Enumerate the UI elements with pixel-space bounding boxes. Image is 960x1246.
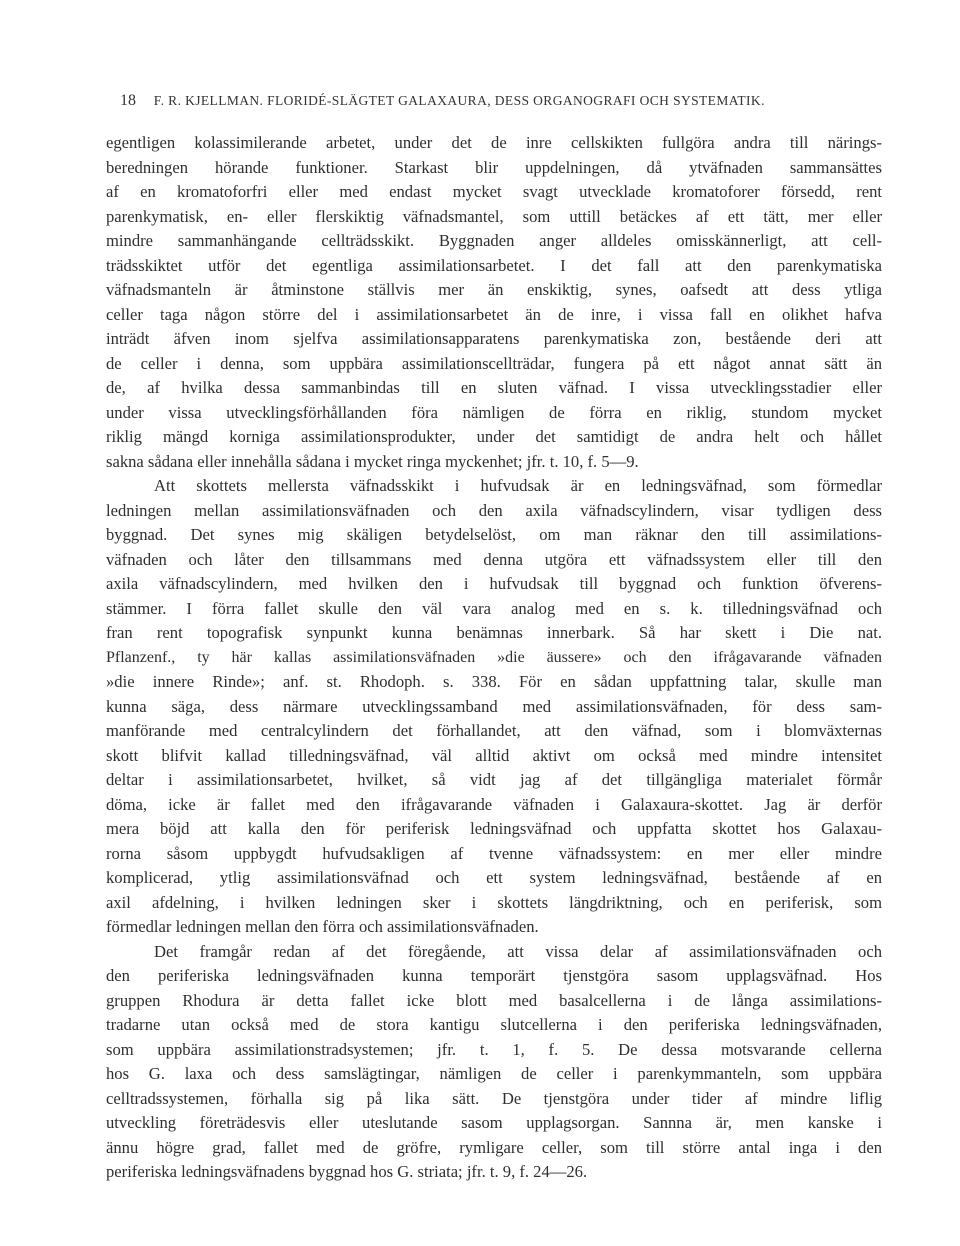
text-line: manförande med centralcylindern det förhallandet, att den väfnad, som i blomväxternas [106,721,882,740]
text-line: skott blifvit kallad tilledningsväfnad, väl alltid aktivt om också med mindre intensitet [106,745,882,765]
text-line: axila väfnadscylindern, med hvilken den i hufvudsak till byggnad och funktion öfverens- [106,574,882,593]
text-line: döma, icke är fallet med den ifrågavarande väfnaden i Galaxaura-skottet. Jag är derför [106,794,882,814]
text-line: ledningen mellan assimilationsväfnaden och den axila väfnadscylindern, visar tydligen dess [106,500,882,520]
running-head [120,92,860,110]
text-line: tradarne utan också med de stora kantigu slutcellerna i den periferiska ledningsväfnaden, [106,1015,882,1034]
text-line: de, af hvilka dessa sammanbindas till en sluten väfnad. I vissa utvecklingsstadier eller [106,378,882,397]
page-number: 18 [120,92,136,109]
text-line: mindre sammanhängande cellträdsskikt. Byggnaden anger alldeles omisskännerligt, att cell- [106,231,882,250]
text-line: väfnadsmanteln är åtminstone ställvis mer än enskiktig, synes, oafsedt att dess ytliga [106,280,882,299]
text-line: deltar i assimilationsarbetet, hvilket, så vidt jag af det tillgängliga materialet förmår [106,770,882,789]
text-line: komplicerad, ytlig assimilationsväfnad och ett system ledningsväfnad, bestående af en [106,868,882,887]
text-line: riklig mängd korniga assimilationsprodukter, under det samtidigt de andra helt och hållet [106,427,882,446]
text-line: kunna säga, dess närmare utvecklingssamband med assimilationsväfnaden, för dess sam- [106,696,882,716]
text-line: celltradssystemen, förhalla sig på lika sätt. De tjenstgöra under tider af mindre liflig [106,1088,882,1108]
text-line: beredningen hörande funktioner. Starkast blir uppdelningen, då ytväfnaden sammansättes [106,157,882,177]
text-line: trädsskiktet utför det egentliga assimilationsarbetet. I det fall att den parenkymatiska [106,255,882,275]
text-line: Det framgår redan af det föregående, att vissa delar af assimilationsväfnaden och [154,941,882,961]
text-line: egentligen kolassimilerande arbetet, under det de inre cellskikten fullgöra andra till närings- [106,133,882,152]
text-line: inträdt äfven inom sjelfva assimilationsapparatens parenkymatiska zon, bestående deri att [106,329,882,348]
text-line: de celler i denna, som uppbära assimilationscellträdar, fungera på ett något annat sätt än [106,353,882,373]
text-line: den periferiska ledningsväfnaden kunna temporärt tjenstgöra sasom upplagsväfnad. Hos [106,966,882,985]
text-line: fran rent topografisk synpunkt kunna benämnas innerbark. Så har skett i Die nat. [106,623,882,642]
text-line: ännu högre grad, fallet med de gröfre, rymligare celler, som till större antal inga i den [106,1137,882,1157]
text-line: under vissa utvecklingsförhållanden föra nämligen de förra en riklig, stundom mycket [106,402,882,422]
text-line: utveckling företrädesvis eller uteslutande sasom upplagsorgan. Sannna är, men kanske i [106,1113,882,1132]
text-line: celler taga någon större del i assimilationsarbetet än de inre, i vissa fall en olikhet hafva [106,304,882,324]
body-text [106,131,882,1185]
text-line: rorna såsom uppbygdt hufvudsakligen af tvenne väfnadssystem: en mer eller mindre [106,843,882,863]
text-line: af en kromatoforfri eller med endast mycket svagt utvecklade kromatoforer försedd, rent [106,182,882,201]
text-line: gruppen Rhodura är detta fallet icke blott med basalcellerna i de långa assimilations- [106,990,882,1010]
text-line: mera böjd att kalla den för periferisk ledningsväfnad och uppfatta skottet hos Galaxau- [106,819,882,838]
text-line: Pflanzenf., ty här kallas assimilationsväfnaden »die äussere» och den ifrågavarande väfnaden [106,648,882,666]
text-line: förmedlar ledningen mellan den förra och assimilationsväfnaden. [106,917,539,936]
text-line: sakna sådana eller innehålla sådana i mycket ringa myckenhet; jfr. t. 10, f. 5—9. [106,451,639,471]
text-line: hos G. laxa och dess samslägtingar, nämligen de celler i parenkymmanteln, som uppbära [106,1064,882,1083]
text-line: som uppbära assimilationstradsystemen; jfr. t. 1, f. 5. De dessa motsvarande cellerna [106,1039,882,1059]
text-line: byggnad. Det synes mig skäligen betydelselöst, om man räknar den till assimilations- [106,525,882,544]
text-line: parenkymatisk, en- eller flerskiktig väfnadsmantel, som uttill betäckes af ett tätt, mer eller [106,206,882,226]
text-line: stämmer. I förra fallet skulle den väl vara analog med en s. k. tilledningsväfnad och [106,598,882,618]
text-line: axil afdelning, i hvilken ledningen sker i skottets längdriktning, och en periferisk, som [106,892,882,912]
text-line: periferiska ledningsväfnadens byggnad hos G. striata; jfr. t. 9, f. 24—26. [106,1162,588,1181]
text-line: Att skottets mellersta väfnadsskikt i hufvudsak är en ledningsväfnad, som förmedlar [154,476,882,495]
text-line: »die innere Rinde»; anf. st. Rhodoph. s. 338. För en sådan uppfattning talar, skulle man [106,672,882,691]
text-line: väfnaden och låter den tillsammans med denna utgöra ett väfnadssystem eller till den [106,549,882,569]
running-title: F. R. KJELLMAN. FLORIDÉ-SLÄGTET GALAXAURA, DESS ORGANOGRAFI OCH SYSTEMATIK. [153,93,765,108]
